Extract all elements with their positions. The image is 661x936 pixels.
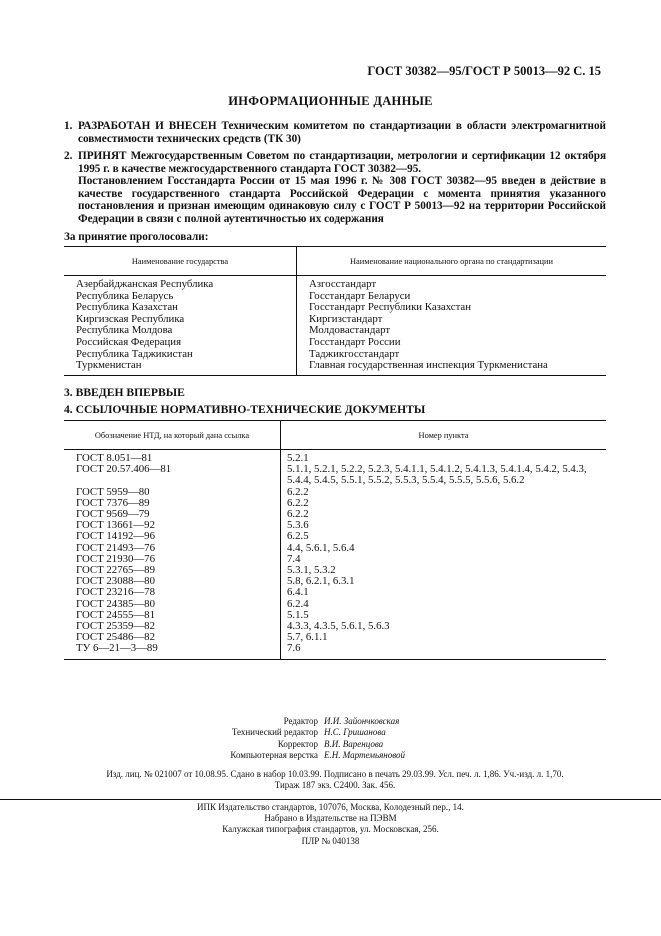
publisher-line-4: ПЛР № 040138 bbox=[301, 835, 360, 846]
table-row bbox=[64, 531, 606, 542]
ref-clause: 6.2.4 bbox=[287, 597, 309, 610]
refs-table-body bbox=[64, 450, 606, 660]
table-row bbox=[64, 450, 606, 465]
section-2-number: 2. bbox=[64, 150, 73, 162]
section-2-text1: Межгосударственным Советом по стандартизации, метрологии и сертификации 12 октября 1995 г. в качестве межгосударственного стандарта ГОСТ 30382—95. bbox=[78, 150, 606, 175]
ref-clause: 6.2.5 bbox=[287, 530, 309, 543]
ref-clause: 5.7, 6.1.1 bbox=[287, 631, 328, 644]
ref-document: ГОСТ 23088—80 bbox=[64, 576, 281, 587]
publisher-line-3: Калужская типография стандартов, ул. Московская, 256. bbox=[222, 824, 439, 835]
ref-document: ГОСТ 7376—89 bbox=[64, 498, 281, 509]
ref-clause: 6.2.2 bbox=[287, 508, 309, 521]
page-title: ИНФОРМАЦИОННЫЕ ДАННЫЕ bbox=[228, 94, 433, 108]
ref-clause: 5.1.5 bbox=[287, 608, 309, 621]
credit-row bbox=[0, 750, 661, 761]
standards-body-name: Главная государственная инспекция Туркменистана bbox=[297, 360, 607, 375]
section-1-lead: РАЗРАБОТАН И ВНЕСЕН bbox=[78, 120, 217, 132]
ref-clause: 5.3.6 bbox=[287, 519, 309, 532]
vote-col-state: Наименование государства bbox=[64, 247, 297, 276]
ref-clause: 6.2.2 bbox=[287, 496, 309, 509]
state-name: Российская Федерация bbox=[64, 337, 297, 349]
ref-document: ГОСТ 8.051—81 bbox=[64, 450, 281, 465]
page-header: ГОСТ 30382—95/ГОСТ Р 50013—92 С. 15 bbox=[367, 64, 601, 78]
ref-document: ГОСТ 9569—79 bbox=[64, 509, 281, 520]
credits bbox=[0, 716, 661, 762]
state-name: Азербайджанская Республика bbox=[64, 276, 297, 291]
vote-table bbox=[64, 246, 606, 376]
section-3: 3. ВВЕДЕН ВПЕРВЫЕ bbox=[64, 386, 185, 399]
credit-role: Корректор bbox=[277, 738, 318, 749]
ref-document: ГОСТ 20.57.406—81 bbox=[64, 464, 281, 486]
ref-document: ГОСТ 22765—89 bbox=[64, 565, 281, 576]
ref-document: ГОСТ 14192—96 bbox=[64, 531, 281, 542]
state-name: Республика Казахстан bbox=[64, 302, 297, 314]
ref-clause: 7.6 bbox=[281, 643, 607, 659]
ref-clause: 5.3.1, 5.3.2 bbox=[287, 564, 336, 577]
ref-document: ГОСТ 25359—82 bbox=[64, 621, 281, 632]
ref-document: ГОСТ 23216—78 bbox=[64, 587, 281, 598]
ref-clause: 5.1.1, 5.2.1, 5.2.2, 5.2.3, 5.4.1.1, 5.4.1.2, 5.4.1.3, 5.4.1.4, 5.4.2, 5.4.3, 5.4.4, 5.4.5, 5.5.1, 5.5.2, 5.5.3, 5.5.4, 5.5.5, 5.5.6, 5.6.2 bbox=[287, 463, 587, 487]
section-1-number: 1. bbox=[64, 120, 73, 132]
ref-clause: 5.8, 6.2.1, 6.3.1 bbox=[287, 575, 355, 588]
publisher-line-1: ИПК Издательство стандартов, 107076, Москва, Колодезный пер., 14. bbox=[197, 802, 464, 812]
ref-clause: 7.4 bbox=[287, 552, 301, 565]
state-name: Киргизская Республика bbox=[64, 314, 297, 326]
ref-document: ГОСТ 5959—80 bbox=[64, 487, 281, 498]
credit-name: И.И. Зайончковская bbox=[324, 716, 400, 726]
state-name: Республика Таджикистан bbox=[64, 349, 297, 361]
credit-row bbox=[0, 727, 661, 738]
ref-clause: 4.3.3, 4.3.5, 5.6.1, 5.6.3 bbox=[287, 620, 390, 633]
imprint-line-1: Изд. лиц. № 021007 от 10.08.95. Сдано в набор 10.03.99. Подписано в печать 29.03.99. Усл. печ. л. 1,86. Уч.-изд. л. 1,70. bbox=[106, 769, 564, 779]
standards-body-name: Госстандарт России bbox=[309, 335, 401, 348]
vote-heading: За принятие проголосовали: bbox=[64, 231, 209, 243]
refs-col-clause: Номер пункта bbox=[281, 421, 607, 450]
section-2-lead: ПРИНЯТ bbox=[78, 150, 127, 162]
credit-name: Е.Н. Мартемьяновой bbox=[324, 750, 406, 761]
section-2-text2: Постановлением Госстандарта России от 15 мая 1996 г. № 308 ГОСТ 30382—95 введен в действие в качестве государственного стандарта Российской Федерации с момента принятия указанного постановления и признан имеющим одинаковую силу с ГОСТ Р 50013—92 на территории Российской Федерации в связи с полной аутентичностью их содержания bbox=[78, 175, 606, 225]
table-row bbox=[64, 276, 606, 291]
section-2 bbox=[64, 150, 606, 225]
table-row bbox=[64, 464, 606, 486]
refs-col-doc: Обозначение НТД, на который дана ссылка bbox=[64, 421, 281, 450]
credit-name: Н.С. Гришанова bbox=[324, 727, 386, 738]
table-row bbox=[64, 360, 606, 375]
ref-clause: 5.2.1 bbox=[287, 452, 309, 464]
standards-body-name: Азгосстандарт bbox=[309, 278, 377, 290]
ref-document: ГОСТ 21493—76 bbox=[64, 543, 281, 554]
standards-body-name: Киргизстандарт bbox=[309, 312, 383, 325]
ref-clause: 6.2.2 bbox=[287, 485, 309, 498]
section-1 bbox=[64, 120, 606, 145]
ref-document: ГОСТ 24385—80 bbox=[64, 599, 281, 610]
vote-col-body: Наименование национального органа по стандартизации bbox=[297, 247, 607, 276]
ref-clause: 4.4, 5.6.1, 5.6.4 bbox=[287, 541, 355, 554]
standards-body-name: Молдовастандарт bbox=[309, 324, 391, 337]
standards-body-name: Таджикгосстандарт bbox=[309, 347, 400, 360]
credit-role: Технический редактор bbox=[231, 727, 318, 738]
ref-document: ГОСТ 25486—82 bbox=[64, 632, 281, 643]
state-name: Республика Молдова bbox=[64, 325, 297, 337]
ref-document: ГОСТ 13661—92 bbox=[64, 520, 281, 531]
table-row bbox=[64, 337, 606, 349]
publisher bbox=[0, 799, 661, 847]
ref-document: ГОСТ 24555—81 bbox=[64, 610, 281, 621]
imprint-line-2: Тираж 187 экз. С2400. Зак. 456. bbox=[274, 780, 396, 791]
state-name: Республика Беларусь bbox=[64, 291, 297, 303]
credit-row bbox=[0, 739, 661, 750]
ref-clause: 6.4.1 bbox=[287, 586, 309, 599]
vote-table-body bbox=[64, 276, 606, 376]
ref-document: ТУ 6—21—3—89 bbox=[64, 643, 281, 659]
section-4: 4. ССЫЛОЧНЫЕ НОРМАТИВНО-ТЕХНИЧЕСКИЕ ДОКУМЕНТЫ bbox=[64, 403, 426, 416]
credit-row bbox=[0, 716, 661, 727]
publisher-line-2: Набрано в Издательстве на ПЭВМ bbox=[264, 813, 397, 824]
refs-table bbox=[64, 420, 606, 660]
standards-body-name: Госстандарт Республики Казахстан bbox=[309, 301, 471, 314]
credit-name: В.И. Варенцова bbox=[324, 738, 384, 749]
credit-role: Компьютерная верстка bbox=[230, 750, 318, 761]
table-row bbox=[64, 587, 606, 598]
table-row bbox=[64, 643, 606, 659]
ref-document: ГОСТ 21930—76 bbox=[64, 554, 281, 565]
imprint bbox=[64, 769, 606, 792]
credit-role: Редактор bbox=[283, 716, 318, 726]
section-1-text: Техническим комитетом по стандартизации в области электромагнитной совместимости технических средств (ТК 30) bbox=[78, 120, 607, 145]
state-name: Туркменистан bbox=[64, 360, 297, 375]
standards-body-name: Госстандарт Беларуси bbox=[309, 289, 411, 302]
